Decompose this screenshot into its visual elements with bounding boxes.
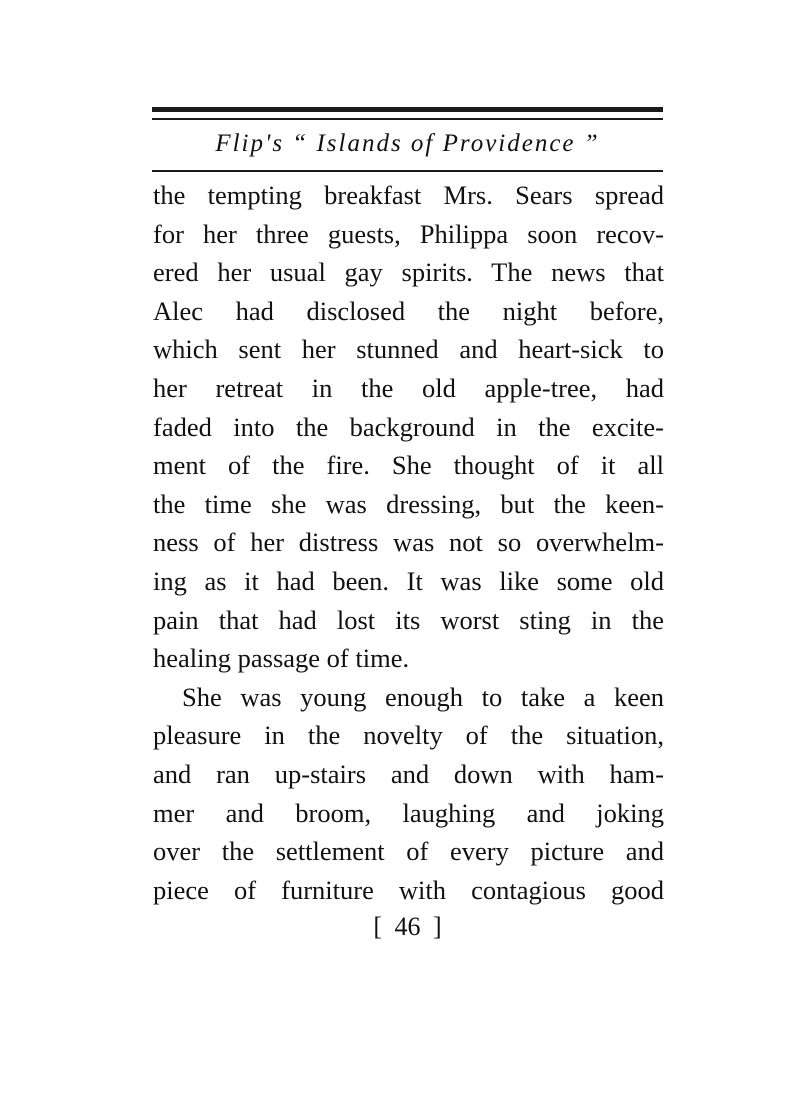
paragraph: [153, 176, 664, 678]
running-head: Flip's “ Islands of Providence ”: [215, 130, 600, 157]
text-line: ment of the fire. She thought of it all: [153, 450, 664, 481]
text-line: mer and broom, laughing and joking: [153, 797, 664, 828]
text-line: ness of her distress was not so overwhelm-: [153, 527, 664, 558]
text-line: ing as it had been. It was like some old: [153, 565, 664, 596]
header-rule-bottom: [152, 170, 663, 172]
text-line: healing passage of time.: [153, 643, 410, 674]
text-line: faded into the background in the excite-: [153, 411, 664, 442]
paragraph: [153, 678, 664, 910]
text-line: piece of furniture with contagious good: [153, 874, 664, 905]
text-line: the time she was dressing, but the keen-: [153, 488, 664, 519]
text-line: pain that had lost its worst sting in the: [153, 604, 664, 635]
page-number: [ 46 ]: [373, 912, 442, 941]
text-line: her retreat in the old apple-tree, had: [153, 372, 664, 403]
text-line: pleasure in the novelty of the situation,: [153, 720, 664, 751]
text-line: ered her usual gay spirits. The news that: [153, 257, 664, 288]
text-line: for her three guests, Philippa soon recov-: [153, 218, 664, 249]
header-rule-thick: [152, 107, 663, 112]
text-line: She was young enough to take a keen: [182, 681, 664, 712]
text-line: which sent her stunned and heart-sick to: [153, 334, 664, 365]
body-text: [153, 176, 664, 909]
text-line: the tempting breakfast Mrs. Sears spread: [153, 180, 664, 210]
header-rule-thin: [152, 118, 663, 120]
text-line: over the settlement of every picture and: [153, 836, 664, 867]
text-line: Alec had disclosed the night before,: [153, 295, 664, 326]
text-line: and ran up-stairs and down with ham-: [153, 758, 664, 789]
